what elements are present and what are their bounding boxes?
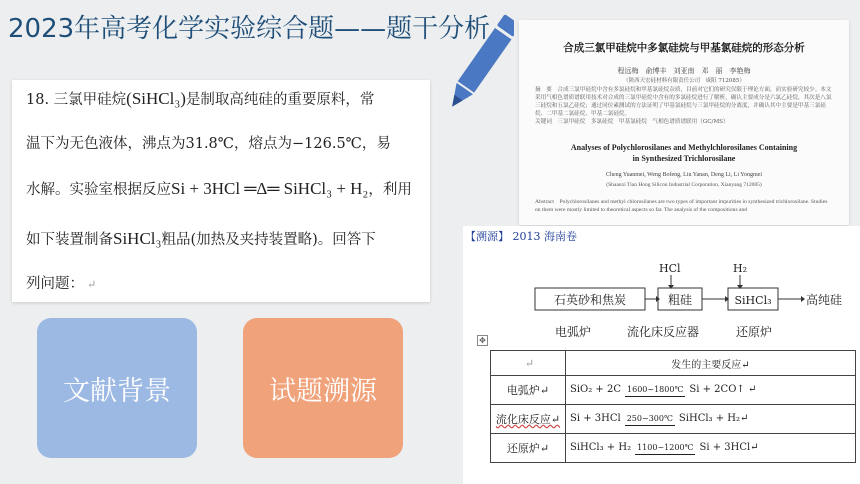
flow-h2-input: H₂ (733, 262, 748, 275)
table-header-cell: 发生的主要反应↵ (566, 351, 856, 376)
table-cell-equipment: 电弧炉↵ (491, 376, 566, 405)
process-flow-diagram (463, 240, 860, 350)
table-row (491, 434, 856, 463)
table-cell-reaction: Si + 3HCl 250~300℃ SiHCl₃ + H₂↵ (566, 405, 856, 434)
table-cell-reaction: SiO₂ + 2C 1600~1800℃ Si + 2CO↑ ↵ (566, 376, 856, 405)
flow-final-product: 高纯硅 (806, 293, 843, 307)
flow-label-arc-furnace: 电弧炉 (554, 325, 592, 339)
flow-box-raw: 石英砂和焦炭 (553, 293, 627, 307)
paper-abstract-en: Abstract Polychlorosilanes and methyl chlorosilanes are two types of important impurities in synthesized trichlorosilane. Studies on them were mostly limited to theoretical aspects so far. The analysis of the compositions and (535, 199, 828, 213)
flow-label-reduction-furnace: 还原炉 (735, 325, 773, 339)
paper-snippet (519, 20, 849, 225)
question-card (12, 80, 430, 302)
paper-authors-cn: 程远梅 俞博丰 刘亚南 邓 丽 李艳梅 (617, 67, 751, 75)
table-row (491, 376, 856, 405)
page-title: 2023年高考化学实验综合题——题干分析 (8, 14, 491, 44)
question-line: 温下为无色液体，沸点为31.8℃，熔点为−126.5℃，易 (26, 136, 391, 152)
literature-background-button[interactable]: 文献背景 (37, 318, 197, 458)
table-cell-equipment: 还原炉↵ (491, 434, 566, 463)
paper-title-cn: 合成三氯甲硅烷中多氯硅烷与甲基氯硅烷的形态分析 (563, 42, 805, 54)
reaction-equation: Si + 3HCl ═Δ═ SiHCl₃ + H₂ (171, 179, 369, 198)
flow-hcl-input: HCl (659, 262, 681, 275)
table-cell-equipment: 流化床反应↵ (491, 405, 566, 434)
paper-org-en: (Shaanxi Tian Hong Silicon Industrial Corporation, Xianyang 712085) (606, 182, 762, 188)
table-header-row (491, 351, 856, 376)
reaction-table (490, 350, 856, 463)
table-row (491, 405, 856, 434)
flow-box-sihcl3: SiHCl₃ (734, 294, 772, 307)
paper-authors-en: Cheng Yuanmei, Weng Bofeng, Liu Yanan, Deng Li, Li Yongmei (605, 172, 762, 178)
paper-title-en: Analyses of Polychlorosilanes and Methylchlorosilanes Containing in Synthesized Trichlorosilane (570, 143, 798, 163)
table-header-cell: ↵ (491, 351, 566, 376)
question-line: 列问题： ↵ (26, 276, 97, 292)
exam-source-panel (463, 226, 860, 484)
question-line: 18. 三氯甲硅烷(SiHCl₃)是制取高纯硅的重要原料，常 (26, 89, 375, 108)
paper-abstract-cn: 摘 要 合成三氯甲硅烷中含有多氯硅烷和甲基氯硅烷杂质，目前对它们的研究仅限于理论方面，而实验研究较少。本文采用气相色谱质谱联用技术对合成的三氯甲硅烷中含有的多氯硅烷进行了解析，确认主要成分是六氯乙硅烷，其次是八氯三硅烷和五氯乙硅烷；通过同位素测试的方法证明了甲基氯硅烷与三氯甲硅烷的分离度，并确认其中主要是甲基三氯硅烷、二甲基二氯硅烷、甲基二氯硅烷。 关键词 三氯甲硅烷 多氯硅烷 甲基氯硅烷 气相色谱质谱联用（GC/MS） (535, 87, 832, 125)
question-trace-button[interactable]: 试题溯源 (243, 318, 403, 458)
question-line: 水解。实验室根据反应Si + 3HCl ═Δ═ SiHCl₃ + H₂，利用 (26, 179, 412, 198)
paper-org-cn: （陕西天宏硅材料有限责任公司 咸阳 712085） (623, 78, 745, 84)
move-handle-icon[interactable]: ✥ (477, 335, 488, 346)
flow-box-crude-si: 粗硅 (667, 293, 693, 307)
question-line: 如下装置制备SiHCl₃粗品(加热及夹持装置略)。回答下 (26, 229, 376, 248)
source-label: 【溯源】 2013 海南卷 (465, 230, 577, 243)
pencil-icon (450, 8, 514, 120)
flow-label-fluidized-bed: 流化床反应器 (626, 325, 700, 339)
table-cell-reaction: SiHCl₃ + H₂ 1100~1200℃ Si + 3HCl↵ (566, 434, 856, 463)
